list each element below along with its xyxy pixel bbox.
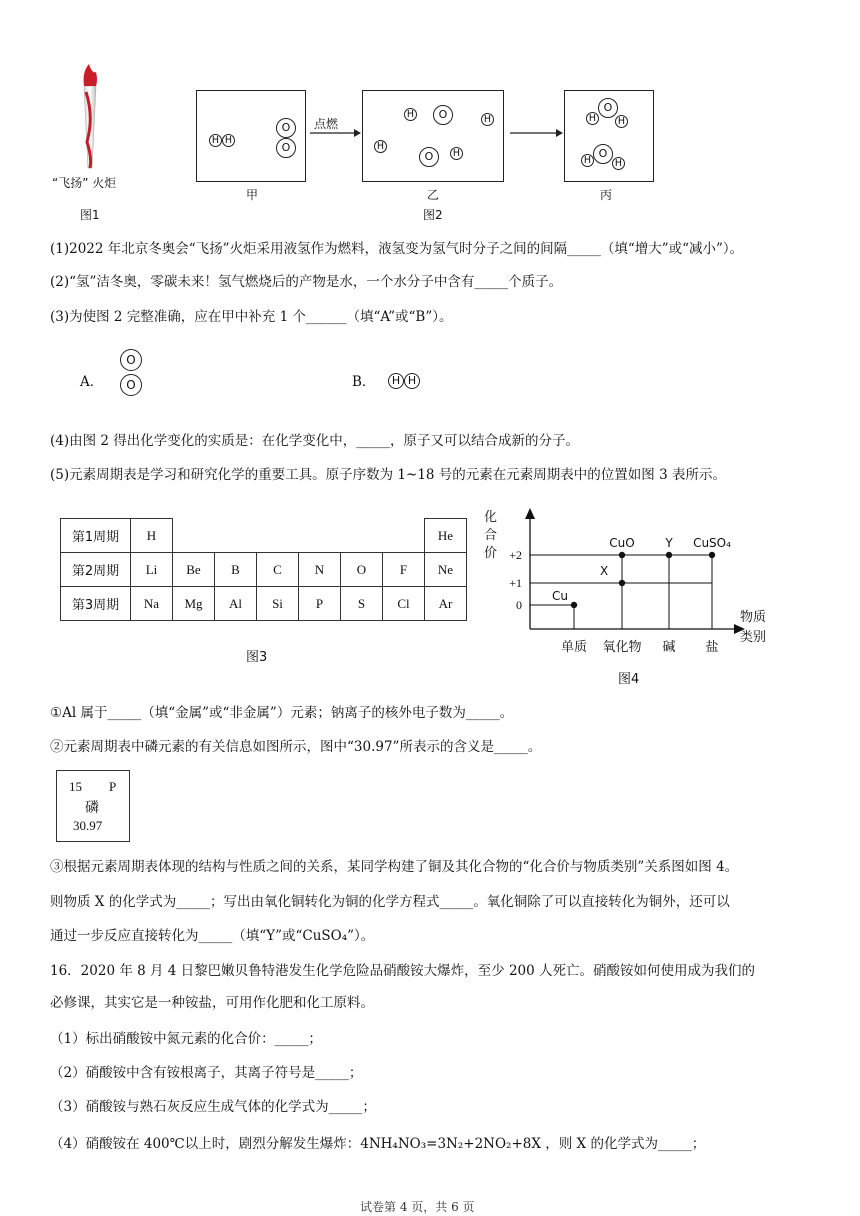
data-point-label: Y xyxy=(665,536,673,550)
question-1: (1)2022 年北京冬奥会“飞扬”火炬采用液氢作为燃料，液氢变为氢气时分子之间的间隔_____（填“增大”或“减小”）。 xyxy=(50,241,744,257)
period-label: 第2周期 xyxy=(61,553,131,587)
o-atom: O xyxy=(598,98,618,118)
data-point xyxy=(619,552,625,558)
element-cell: Li xyxy=(131,553,173,587)
y-axis-label-char: 价 xyxy=(484,546,498,561)
h-atom: H xyxy=(615,115,628,128)
h-atom: H xyxy=(404,373,420,389)
table-row xyxy=(61,519,467,553)
o-atom: O xyxy=(593,144,613,164)
element-cell: Be xyxy=(173,553,215,587)
h-atom: H xyxy=(586,112,599,125)
panel-jia xyxy=(196,90,306,182)
question-5: (5)元素周期表是学习和研究化学的重要工具。原子序数为 1~18 号的元素在元素周期表中的位置如图 3 表所示。 xyxy=(50,467,726,483)
sub-question-3-line1: ③根据元素周期表体现的结构与性质之间的关系，某同学构建了铜及其化合物的“化合价与物质类别”关系图如图 4。 xyxy=(50,859,739,875)
element-cell: Mg xyxy=(173,587,215,621)
element-cell: N xyxy=(299,553,341,587)
period-label: 第3周期 xyxy=(61,587,131,621)
data-point-label: X xyxy=(600,564,609,578)
x-axis-label-line: 类别 xyxy=(740,630,767,645)
data-point xyxy=(666,552,672,558)
h-atom: H xyxy=(209,134,222,147)
periodic-table xyxy=(60,518,467,621)
question-3: (3)为使图 2 完整准确，应在甲中补充 1 个______（填“A”或“B”）。 xyxy=(50,309,453,325)
option-a-label: A． xyxy=(80,374,104,390)
question-2: (2)“氢”洁冬奥，零碳未来！氢气燃烧后的产物是水，一个水分子中含有_____个质子。 xyxy=(50,274,563,290)
h-atom: H xyxy=(612,157,625,170)
period-label: 第1周期 xyxy=(61,519,131,553)
element-cell: Si xyxy=(257,587,299,621)
ignite-label: 点燃 xyxy=(314,117,339,131)
y-tick-label: 0 xyxy=(516,598,522,612)
panel-bing-label: 丙 xyxy=(600,188,613,202)
table-row xyxy=(61,587,467,621)
o-atom: O xyxy=(276,118,296,138)
panel-yi xyxy=(362,90,504,182)
element-cell: Al xyxy=(215,587,257,621)
h-atom: H xyxy=(222,134,235,147)
sub-question-3-line3: 通过一步反应直接转化为_____（填“Y”或“CuSO₄”）。 xyxy=(50,928,375,944)
element-card-phosphorus xyxy=(56,770,130,842)
figure4-label: 图4 xyxy=(618,672,640,687)
x-category-label: 盐 xyxy=(705,640,719,655)
element-cell: He xyxy=(425,519,467,553)
torch-figure xyxy=(70,62,110,174)
element-cell: S xyxy=(341,587,383,621)
h-atom: H xyxy=(481,113,494,126)
o-atom: O xyxy=(120,349,142,371)
option-b-label: B． xyxy=(352,374,376,390)
element-cell: P xyxy=(299,587,341,621)
panel-jia-label: 甲 xyxy=(246,188,259,202)
h-atom: H xyxy=(374,140,387,153)
page-footer: 试卷第 4 页，共 6 页 xyxy=(360,1200,475,1214)
atomic-number: 15 xyxy=(69,779,82,794)
y-tick-label: +1 xyxy=(509,576,522,590)
question-4: (4)由图 2 得出化学变化的实质是：在化学变化中，_____，原子又可以结合成新的分子。 xyxy=(50,433,580,449)
h-atom: H xyxy=(581,154,594,167)
question-16-1: （1）标出硝酸铵中氮元素的化合价：_____； xyxy=(50,1031,322,1047)
sub-question-2: ②元素周期表中磷元素的有关信息如图所示，图中“30.97”所表示的含义是_____。 xyxy=(50,739,542,755)
element-cell: O xyxy=(341,553,383,587)
element-cell: B xyxy=(215,553,257,587)
valence-category-chart xyxy=(478,505,788,665)
h-atom: H xyxy=(404,108,417,121)
atomic-mass: 30.97 xyxy=(73,818,103,833)
x-category-label: 单质 xyxy=(560,640,588,655)
sub-question-3-line2: 则物质 X 的化学式为_____；写出由氧化铜转化为铜的化学方程式_____。氧化铜除了可以直接转化为铜外，还可以 xyxy=(50,894,730,910)
data-point-label: Cu xyxy=(552,589,568,603)
question-16: 16．2020 年 8 月 4 日黎巴嫩贝鲁特港发生化学危险品硝酸铵大爆炸，至少 200 人死亡。硝酸铵如何使用成为我们的 xyxy=(50,963,756,979)
data-point xyxy=(709,552,715,558)
y-axis-label-char: 化 xyxy=(484,510,498,525)
x-axis-label-line: 物质 xyxy=(740,610,767,625)
o-atom: O xyxy=(276,138,296,158)
panel-bing xyxy=(564,90,654,182)
figure1-label: 图1 xyxy=(80,208,100,222)
panel-yi-label: 乙 xyxy=(427,188,440,202)
element-cell: Ne xyxy=(425,553,467,587)
element-cell: H xyxy=(131,519,173,553)
element-cell: F xyxy=(383,553,425,587)
data-point-label: CuSO₄ xyxy=(693,536,731,550)
data-point xyxy=(571,602,577,608)
x-category-label: 碱 xyxy=(662,640,676,655)
question-16-cont: 必修课，其实它是一种铵盐，可用作化肥和化工原料。 xyxy=(50,995,374,1011)
h-atom: H xyxy=(450,147,463,160)
sub-question-1: ①Al 属于_____（填“金属”或“非金属”）元素；钠离子的核外电子数为_____。 xyxy=(50,705,514,721)
figure2-label: 图2 xyxy=(423,208,443,222)
torch-caption: “飞扬” 火炬 xyxy=(52,176,117,190)
question-16-2: （2）硝酸铵中含有铵根离子，其离子符号是_____； xyxy=(50,1065,363,1081)
question-16-3: （3）硝酸铵与熟石灰反应生成气体的化学式为_____； xyxy=(50,1099,376,1115)
y-axis-arrow-icon xyxy=(525,508,535,519)
element-cell: Ar xyxy=(425,587,467,621)
torch-icon xyxy=(70,62,110,174)
element-symbol: P xyxy=(109,779,117,794)
y-tick-label: +2 xyxy=(509,548,522,562)
table-row xyxy=(61,553,467,587)
o-atom: O xyxy=(433,105,453,125)
element-cell: Na xyxy=(131,587,173,621)
h-atom: H xyxy=(388,373,404,389)
reaction-arrow-icon xyxy=(308,128,362,138)
o-atom: O xyxy=(419,147,439,167)
element-name: 磷 xyxy=(85,800,99,816)
o-atom: O xyxy=(120,374,142,396)
element-cell: C xyxy=(257,553,299,587)
y-axis-label-char: 合 xyxy=(484,528,498,543)
question-16-4: （4）硝酸铵在 400℃以上时，剧烈分解发生爆炸：4NH₄NO₃=3N₂+2NO₂+8X ，则 X 的化学式为_____； xyxy=(50,1136,706,1152)
figure3-label: 图3 xyxy=(246,650,268,665)
data-point xyxy=(619,580,625,586)
reaction-arrow-icon xyxy=(508,128,564,138)
data-point-label: CuO xyxy=(609,536,635,550)
x-category-label: 氧化物 xyxy=(602,640,642,655)
element-cell: Cl xyxy=(383,587,425,621)
